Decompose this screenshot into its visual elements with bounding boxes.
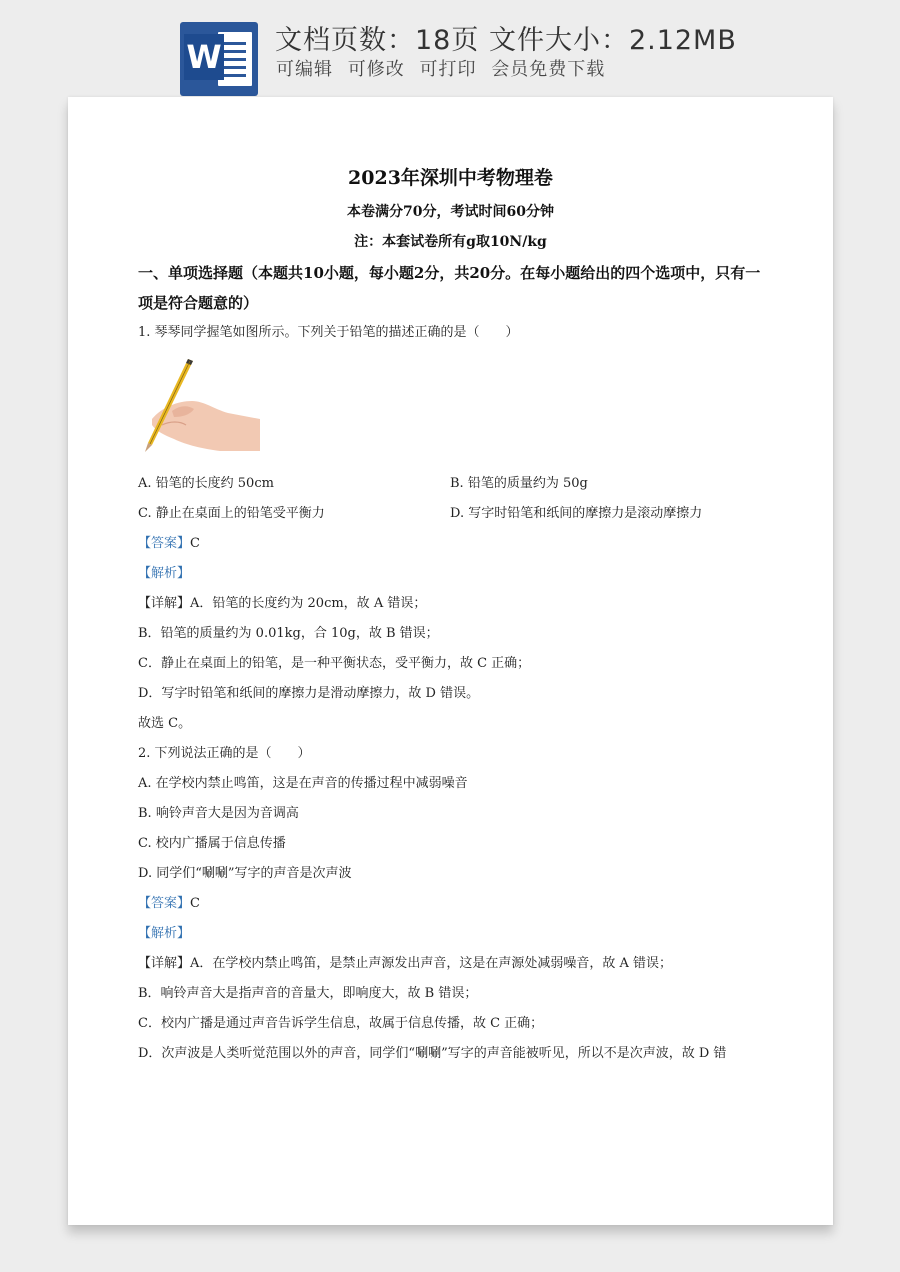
q2-detail-d: D．次声波是人类听觉范围以外的声音，同学们“唰唰”写字的声音能被听见，所以不是次声波，故 D 错: [138, 1046, 727, 1061]
q2-analysis-tag: 【解析】: [138, 926, 191, 941]
q1-option-a: A. 铅笔的长度约 50cm: [138, 476, 274, 491]
q2-stem: 2. 下列说法正确的是（ ）: [138, 746, 311, 761]
answer-tag: 【答案】: [138, 536, 191, 551]
q1-detail-d: D．写字时铅笔和纸间的摩擦力是滑动摩擦力，故 D 错误。: [138, 686, 480, 701]
q1-option-b: B. 铅笔的质量约为 50g: [450, 476, 588, 491]
hand-holding-pencil-image: [142, 359, 260, 455]
q1-detail-c: C．静止在桌面上的铅笔，是一种平衡状态，受平衡力，故 C 正确；: [138, 656, 531, 671]
q2-option-a: A. 在学校内禁止鸣笛，这是在声音的传播过程中减弱噪音: [138, 776, 468, 791]
answer-value: C: [190, 896, 200, 911]
q2-option-c: C. 校内广播属于信息传播: [138, 836, 286, 851]
detail-text: A．铅笔的长度约为 20cm，故 A 错误；: [190, 596, 427, 611]
feature-printable: 可打印: [419, 59, 477, 80]
answer-tag: 【答案】: [138, 896, 191, 911]
q1-option-d: D. 写字时铅笔和纸间的摩擦力是滚动摩擦力: [450, 506, 703, 521]
q1-option-c: C. 静止在桌面上的铅笔受平衡力: [138, 506, 325, 521]
word-icon: [180, 22, 258, 96]
q2-answer: [138, 892, 200, 911]
document-subtitle-score: 本卷满分70分，考试时间60分钟: [347, 204, 554, 220]
q1-answer: [138, 532, 200, 551]
section-heading: 一、单项选择题（本题共10小题，每小题2分，共20分。在每小题给出的四个选项中，只有一项是符合题意的）: [138, 264, 761, 312]
q2-option-d: D. 同学们“唰唰”写字的声音是次声波: [138, 866, 352, 881]
q2-detail-c: C．校内广播是通过声音告诉学生信息，故属于信息传播，故 C 正确；: [138, 1016, 544, 1031]
detail-tag: 【详解】: [138, 956, 191, 971]
word-letter: W: [184, 34, 224, 80]
answer-value: C: [190, 536, 200, 551]
feature-list: [276, 55, 613, 81]
document-subtitle-note: 注：本套试卷所有g取10N/kg: [354, 234, 547, 250]
detail-tag: 【详解】: [138, 596, 191, 611]
banner: [0, 0, 900, 100]
feature-modifiable: 可修改: [347, 59, 405, 80]
file-info-title: 文档页数：18页 文件大小：2.12MB: [275, 25, 737, 56]
q1-detail-a: [138, 592, 426, 611]
q2-detail-b: B．响铃声音大是指声音的音量大，即响度大，故 B 错误；: [138, 986, 478, 1001]
document-page: [68, 97, 833, 1225]
q1-conclusion: 故选 C。: [138, 716, 192, 731]
q1-detail-b: B．铅笔的质量约为 0.01kg，合 10g，故 B 错误；: [138, 626, 439, 641]
q2-option-b: B. 响铃声音大是因为音调高: [138, 806, 299, 821]
detail-text: A．在学校内禁止鸣笛，是禁止声源发出声音，这是在声源处减弱噪音，故 A 错误；: [190, 956, 673, 971]
q2-detail-a: [138, 952, 672, 971]
feature-editable: 可编辑: [276, 59, 333, 80]
q1-analysis-tag: 【解析】: [138, 566, 191, 581]
document-title: 2023年深圳中考物理卷: [348, 167, 553, 189]
q1-stem: 1. 琴琴同学握笔如图所示。下列关于铅笔的描述正确的是（ ）: [138, 325, 519, 340]
feature-free-download: 会员免费下载: [491, 59, 606, 80]
